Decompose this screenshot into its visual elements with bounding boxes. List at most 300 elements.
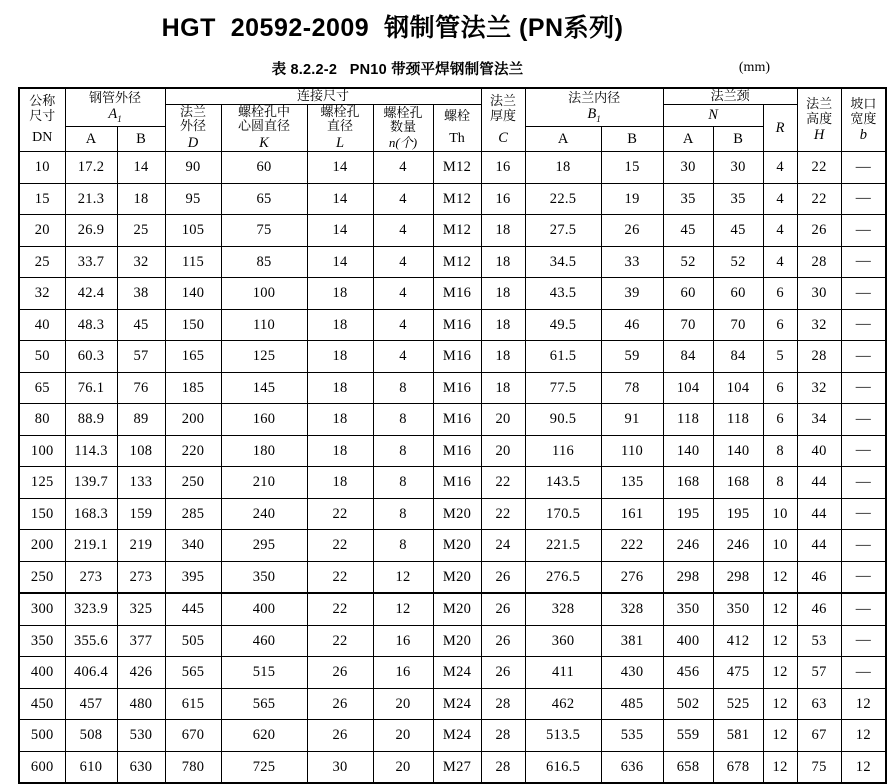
cell-N_B: 30 — [713, 152, 763, 184]
cell-n: 8 — [373, 467, 433, 499]
cell-N_A: 502 — [663, 688, 713, 720]
cell-C: 28 — [481, 688, 525, 720]
cell-Th: M20 — [433, 625, 481, 657]
cell-D: 140 — [165, 278, 221, 310]
header-flange-neck-cn: 法兰颈 — [710, 88, 750, 104]
cell-L: 18 — [307, 372, 373, 404]
cell-n: 20 — [373, 688, 433, 720]
header-bolt-cn: 螺栓 — [444, 108, 471, 124]
cell-A1_B: 57 — [117, 341, 165, 373]
cell-H: 22 — [797, 183, 841, 215]
header-flange-od — [165, 104, 221, 151]
cell-A1_A: 610 — [65, 751, 117, 783]
cell-B1_B: 636 — [601, 751, 663, 783]
cell-N_A: 350 — [663, 593, 713, 625]
cell-B1_B: 430 — [601, 657, 663, 689]
cell-N_B: 118 — [713, 404, 763, 436]
cell-L: 18 — [307, 309, 373, 341]
cell-D: 150 — [165, 309, 221, 341]
cell-R: 6 — [763, 404, 797, 436]
cell-A1_A: 17.2 — [65, 152, 117, 184]
cell-K: 565 — [221, 688, 307, 720]
header-bevel-width-cn: 坡口 宽度 — [850, 96, 877, 126]
cell-Th: M20 — [433, 530, 481, 562]
cell-K: 75 — [221, 215, 307, 247]
cell-B1_B: 222 — [601, 530, 663, 562]
cell-N_B: 475 — [713, 657, 763, 689]
cell-DN: 100 — [19, 435, 65, 467]
cell-C: 28 — [481, 751, 525, 783]
cell-A1_A: 42.4 — [65, 278, 117, 310]
cell-A1_A: 114.3 — [65, 435, 117, 467]
table-row — [19, 720, 886, 752]
cell-A1_B: 18 — [117, 183, 165, 215]
cell-A1_B: 108 — [117, 435, 165, 467]
cell-DN: 500 — [19, 720, 65, 752]
cell-K: 110 — [221, 309, 307, 341]
cell-K: 240 — [221, 498, 307, 530]
header-bolt-circle — [221, 104, 307, 151]
cell-DN: 250 — [19, 561, 65, 593]
cell-DN: 50 — [19, 341, 65, 373]
cell-A1_B: 273 — [117, 561, 165, 593]
cell-B1_A: 276.5 — [525, 561, 601, 593]
cell-A1_A: 457 — [65, 688, 117, 720]
cell-Th: M16 — [433, 404, 481, 436]
cell-H: 46 — [797, 561, 841, 593]
table-row — [19, 625, 886, 657]
cell-N_A: 658 — [663, 751, 713, 783]
cell-b: — — [841, 593, 886, 625]
cell-B1_A: 90.5 — [525, 404, 601, 436]
cell-n: 4 — [373, 246, 433, 278]
cell-D: 395 — [165, 561, 221, 593]
cell-B1_B: 78 — [601, 372, 663, 404]
header-flange-id-cn: 法兰内径 — [568, 89, 621, 105]
cell-A1_B: 38 — [117, 278, 165, 310]
cell-A1_B: 219 — [117, 530, 165, 562]
cell-L: 22 — [307, 498, 373, 530]
cell-L: 14 — [307, 215, 373, 247]
cell-A1_A: 76.1 — [65, 372, 117, 404]
cell-B1_B: 381 — [601, 625, 663, 657]
cell-H: 30 — [797, 278, 841, 310]
table-row — [19, 530, 886, 562]
cell-n: 4 — [373, 215, 433, 247]
cell-R: 10 — [763, 498, 797, 530]
cell-L: 14 — [307, 183, 373, 215]
cell-N_A: 140 — [663, 435, 713, 467]
cell-A1_A: 21.3 — [65, 183, 117, 215]
cell-B1_B: 110 — [601, 435, 663, 467]
cell-H: 40 — [797, 435, 841, 467]
cell-A1_A: 273 — [65, 561, 117, 593]
cell-A1_B: 76 — [117, 372, 165, 404]
cell-K: 725 — [221, 751, 307, 783]
header-flange-id-sym: $B_1$ — [587, 106, 601, 125]
cell-N_B: 168 — [713, 467, 763, 499]
cell-b: — — [841, 278, 886, 310]
cell-A1_B: 159 — [117, 498, 165, 530]
cell-B1_B: 46 — [601, 309, 663, 341]
cell-H: 26 — [797, 215, 841, 247]
cell-L: 22 — [307, 561, 373, 593]
table-row — [19, 657, 886, 689]
cell-D: 200 — [165, 404, 221, 436]
header-flange-od-sym: D — [187, 134, 199, 151]
cell-C: 26 — [481, 593, 525, 625]
cell-A1_A: 88.9 — [65, 404, 117, 436]
header-flange-thickness-cn: 法兰 厚度 — [490, 93, 517, 123]
cell-N_A: 52 — [663, 246, 713, 278]
cell-B1_B: 276 — [601, 561, 663, 593]
table-body — [19, 152, 886, 784]
cell-A1_B: 480 — [117, 688, 165, 720]
cell-L: 18 — [307, 341, 373, 373]
header-pipe-od-b: B — [117, 127, 165, 152]
cell-Th: M12 — [433, 215, 481, 247]
table-row — [19, 341, 886, 373]
table-row — [19, 246, 886, 278]
cell-DN: 450 — [19, 688, 65, 720]
cell-A1_B: 630 — [117, 751, 165, 783]
header-flange-thickness — [481, 88, 525, 151]
cell-R: 12 — [763, 561, 797, 593]
cell-DN: 32 — [19, 278, 65, 310]
cell-B1_A: 27.5 — [525, 215, 601, 247]
header-flange-od-cn: 法兰 外径 — [180, 103, 207, 134]
cell-b: — — [841, 183, 886, 215]
cell-N_B: 70 — [713, 309, 763, 341]
cell-Th: M16 — [433, 467, 481, 499]
cell-H: 44 — [797, 530, 841, 562]
cell-Th: M24 — [433, 720, 481, 752]
cell-C: 22 — [481, 498, 525, 530]
cell-DN: 10 — [19, 152, 65, 184]
header-bolt-hole-dia-sym: L — [335, 134, 345, 151]
header-flange-height — [797, 88, 841, 151]
table-header — [19, 88, 886, 151]
cell-N_B: 104 — [713, 372, 763, 404]
header-pipe-od — [65, 88, 165, 126]
cell-n: 20 — [373, 720, 433, 752]
header-nominal-size-cn: 公称 尺寸 — [29, 93, 56, 123]
cell-n: 8 — [373, 404, 433, 436]
table-row — [19, 278, 886, 310]
cell-DN: 200 — [19, 530, 65, 562]
cell-B1_A: 49.5 — [525, 309, 601, 341]
cell-A1_B: 89 — [117, 404, 165, 436]
cell-Th: M20 — [433, 498, 481, 530]
cell-A1_A: 168.3 — [65, 498, 117, 530]
cell-K: 100 — [221, 278, 307, 310]
header-neck-n — [663, 104, 763, 126]
cell-B1_A: 61.5 — [525, 341, 601, 373]
cell-C: 26 — [481, 657, 525, 689]
cell-N_B: 350 — [713, 593, 763, 625]
cell-C: 18 — [481, 309, 525, 341]
header-bolt-circle-cn: 螺栓孔中 心圆直径 — [238, 103, 291, 134]
cell-R: 4 — [763, 183, 797, 215]
cell-H: 22 — [797, 152, 841, 184]
cell-H: 46 — [797, 593, 841, 625]
cell-b: 12 — [841, 751, 886, 783]
header-nominal-size-sym: DN — [32, 130, 53, 146]
cell-b: 12 — [841, 688, 886, 720]
cell-B1_A: 513.5 — [525, 720, 601, 752]
cell-C: 20 — [481, 435, 525, 467]
cell-B1_B: 328 — [601, 593, 663, 625]
cell-R: 12 — [763, 593, 797, 625]
cell-B1_A: 360 — [525, 625, 601, 657]
cell-K: 180 — [221, 435, 307, 467]
cell-A1_B: 25 — [117, 215, 165, 247]
cell-A1_A: 26.9 — [65, 215, 117, 247]
cell-N_B: 412 — [713, 625, 763, 657]
cell-C: 26 — [481, 561, 525, 593]
cell-H: 32 — [797, 372, 841, 404]
cell-b: 12 — [841, 720, 886, 752]
cell-N_A: 195 — [663, 498, 713, 530]
cell-B1_B: 161 — [601, 498, 663, 530]
header-neck-n-a: A — [663, 127, 713, 152]
cell-Th: M20 — [433, 593, 481, 625]
cell-H: 44 — [797, 498, 841, 530]
cell-DN: 350 — [19, 625, 65, 657]
header-bolt-hole-qty — [373, 104, 433, 151]
cell-N_A: 35 — [663, 183, 713, 215]
table-row — [19, 498, 886, 530]
cell-N_B: 60 — [713, 278, 763, 310]
cell-D: 445 — [165, 593, 221, 625]
cell-b: — — [841, 246, 886, 278]
cell-C: 24 — [481, 530, 525, 562]
cell-N_B: 35 — [713, 183, 763, 215]
cell-D: 220 — [165, 435, 221, 467]
cell-B1_A: 170.5 — [525, 498, 601, 530]
table-row — [19, 215, 886, 247]
header-nominal-size — [19, 88, 65, 151]
cell-b: — — [841, 341, 886, 373]
cell-b: — — [841, 530, 886, 562]
cell-B1_B: 15 — [601, 152, 663, 184]
cell-B1_A: 18 — [525, 152, 601, 184]
cell-N_A: 60 — [663, 278, 713, 310]
cell-Th: M16 — [433, 372, 481, 404]
cell-N_B: 195 — [713, 498, 763, 530]
cell-Th: M12 — [433, 246, 481, 278]
cell-N_B: 84 — [713, 341, 763, 373]
cell-Th: M12 — [433, 152, 481, 184]
cell-C: 16 — [481, 152, 525, 184]
cell-N_A: 104 — [663, 372, 713, 404]
cell-B1_B: 19 — [601, 183, 663, 215]
cell-n: 12 — [373, 561, 433, 593]
cell-N_A: 45 — [663, 215, 713, 247]
cell-B1_A: 34.5 — [525, 246, 601, 278]
header-connection-dims-cn: 连接尺寸 — [297, 88, 350, 104]
cell-C: 22 — [481, 467, 525, 499]
cell-K: 60 — [221, 152, 307, 184]
cell-L: 14 — [307, 246, 373, 278]
cell-Th: M27 — [433, 751, 481, 783]
cell-b: — — [841, 435, 886, 467]
cell-N_A: 456 — [663, 657, 713, 689]
cell-R: 10 — [763, 530, 797, 562]
cell-L: 26 — [307, 688, 373, 720]
cell-C: 18 — [481, 246, 525, 278]
cell-N_A: 246 — [663, 530, 713, 562]
header-flange-height-cn: 法兰 高度 — [806, 96, 833, 126]
cell-b: — — [841, 372, 886, 404]
cell-n: 8 — [373, 530, 433, 562]
cell-K: 65 — [221, 183, 307, 215]
cell-n: 8 — [373, 498, 433, 530]
cell-K: 515 — [221, 657, 307, 689]
cell-C: 28 — [481, 720, 525, 752]
cell-Th: M16 — [433, 435, 481, 467]
cell-H: 53 — [797, 625, 841, 657]
header-neck-n-b: B — [713, 127, 763, 152]
cell-R: 4 — [763, 246, 797, 278]
cell-L: 18 — [307, 435, 373, 467]
cell-L: 18 — [307, 278, 373, 310]
cell-N_B: 246 — [713, 530, 763, 562]
header-flange-neck — [663, 88, 797, 104]
table-row — [19, 751, 886, 783]
cell-n: 4 — [373, 309, 433, 341]
cell-B1_B: 135 — [601, 467, 663, 499]
header-flange-id — [525, 88, 663, 126]
header-connection-dims — [165, 88, 481, 104]
caption-row — [0, 58, 785, 82]
cell-A1_A: 60.3 — [65, 341, 117, 373]
cell-K: 85 — [221, 246, 307, 278]
cell-R: 4 — [763, 215, 797, 247]
cell-A1_B: 45 — [117, 309, 165, 341]
cell-N_B: 298 — [713, 561, 763, 593]
cell-N_B: 52 — [713, 246, 763, 278]
cell-B1_A: 22.5 — [525, 183, 601, 215]
cell-n: 20 — [373, 751, 433, 783]
header-bevel-width — [841, 88, 886, 151]
cell-D: 615 — [165, 688, 221, 720]
header-flange-thickness-sym: C — [498, 130, 508, 147]
cell-n: 16 — [373, 657, 433, 689]
cell-A1_B: 133 — [117, 467, 165, 499]
cell-L: 26 — [307, 720, 373, 752]
cell-K: 210 — [221, 467, 307, 499]
cell-L: 22 — [307, 625, 373, 657]
header-flange-id-a: A — [525, 127, 601, 152]
cell-Th: M16 — [433, 341, 481, 373]
header-bolt-hole-qty-sym: n(个) — [388, 134, 418, 150]
cell-DN: 40 — [19, 309, 65, 341]
table-row — [19, 404, 886, 436]
cell-Th: M12 — [433, 183, 481, 215]
cell-B1_A: 143.5 — [525, 467, 601, 499]
cell-D: 340 — [165, 530, 221, 562]
cell-Th: M24 — [433, 657, 481, 689]
cell-R: 8 — [763, 467, 797, 499]
cell-A1_B: 426 — [117, 657, 165, 689]
table-row — [19, 152, 886, 184]
cell-L: 26 — [307, 657, 373, 689]
cell-n: 4 — [373, 341, 433, 373]
cell-D: 90 — [165, 152, 221, 184]
cell-N_A: 30 — [663, 152, 713, 184]
cell-C: 18 — [481, 278, 525, 310]
cell-L: 22 — [307, 593, 373, 625]
cell-K: 400 — [221, 593, 307, 625]
header-bolt-hole-dia — [307, 104, 373, 151]
cell-b: — — [841, 657, 886, 689]
cell-D: 115 — [165, 246, 221, 278]
cell-D: 670 — [165, 720, 221, 752]
table-row — [19, 467, 886, 499]
cell-N_B: 140 — [713, 435, 763, 467]
header-bolt-circle-sym: K — [259, 134, 269, 151]
table-container — [18, 87, 877, 784]
cell-C: 16 — [481, 183, 525, 215]
cell-B1_B: 485 — [601, 688, 663, 720]
cell-Th: M24 — [433, 688, 481, 720]
cell-C: 26 — [481, 625, 525, 657]
cell-Th: M16 — [433, 309, 481, 341]
header-radius — [763, 104, 797, 151]
cell-C: 18 — [481, 341, 525, 373]
cell-A1_A: 508 — [65, 720, 117, 752]
cell-B1_A: 43.5 — [525, 278, 601, 310]
cell-B1_A: 328 — [525, 593, 601, 625]
cell-DN: 20 — [19, 215, 65, 247]
header-bolt — [433, 104, 481, 151]
cell-b: — — [841, 467, 886, 499]
cell-R: 6 — [763, 372, 797, 404]
cell-b: — — [841, 498, 886, 530]
cell-n: 4 — [373, 152, 433, 184]
cell-A1_B: 14 — [117, 152, 165, 184]
header-bevel-width-sym: b — [859, 127, 867, 144]
cell-K: 145 — [221, 372, 307, 404]
cell-D: 250 — [165, 467, 221, 499]
table-row — [19, 309, 886, 341]
cell-K: 125 — [221, 341, 307, 373]
cell-R: 12 — [763, 751, 797, 783]
cell-B1_B: 39 — [601, 278, 663, 310]
cell-DN: 25 — [19, 246, 65, 278]
header-pipe-od-cn: 钢管外径 — [89, 89, 142, 105]
cell-H: 75 — [797, 751, 841, 783]
header-bolt-sym: Th — [449, 130, 465, 146]
cell-K: 295 — [221, 530, 307, 562]
cell-N_B: 525 — [713, 688, 763, 720]
table-row — [19, 561, 886, 593]
cell-n: 8 — [373, 372, 433, 404]
header-bolt-hole-dia-cn: 螺栓孔 直径 — [320, 103, 360, 134]
cell-B1_A: 221.5 — [525, 530, 601, 562]
cell-H: 34 — [797, 404, 841, 436]
cell-R: 4 — [763, 152, 797, 184]
cell-N_A: 298 — [663, 561, 713, 593]
cell-L: 22 — [307, 530, 373, 562]
cell-R: 6 — [763, 309, 797, 341]
cell-B1_A: 616.5 — [525, 751, 601, 783]
cell-R: 5 — [763, 341, 797, 373]
cell-R: 12 — [763, 720, 797, 752]
cell-N_B: 678 — [713, 751, 763, 783]
cell-b: — — [841, 152, 886, 184]
